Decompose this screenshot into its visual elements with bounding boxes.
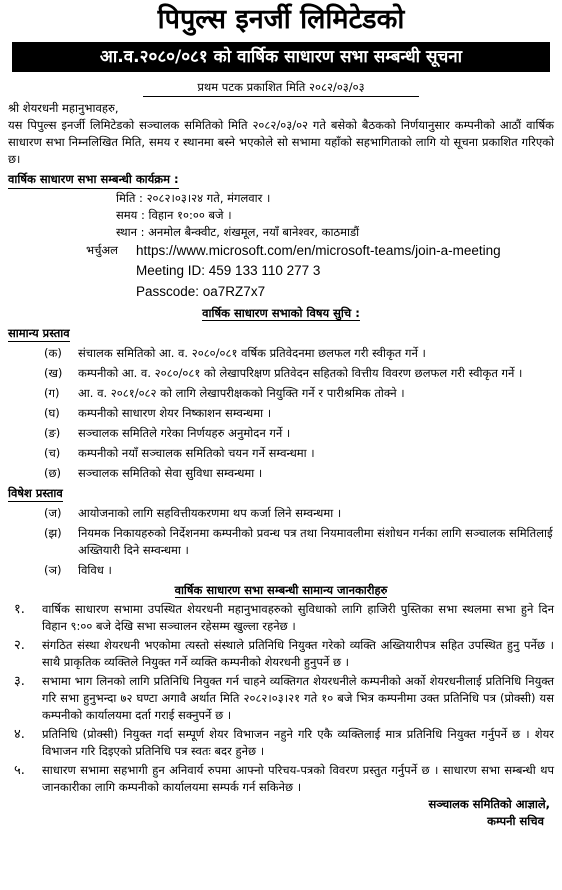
list-item: (ख) कम्पनीको आ. व. २०८०/०८१ को लेखापरिक्षण प्रतिवेदन सहितको वित्तीय विवरण छलफल गरी स्वीकृत गर्ने ।: [44, 366, 523, 380]
list-item: (छ) सञ्चालक समितिको सेवा सुविधा सम्वन्धमा ।: [44, 466, 263, 480]
program-details: [8, 190, 554, 302]
signature-line-2: कम्पनी सचिव: [487, 814, 544, 828]
company-name: पिपुल्स इनर्जी लिमिटेडको: [157, 4, 405, 35]
list-item: (ङ) सञ्चालक समितिले गरेका निर्णयहरु अनुमोदन गर्ने ।: [44, 426, 291, 440]
special-proposal-heading: विषेश प्रस्ताव: [8, 486, 63, 500]
program-time-row: [8, 207, 554, 224]
info-heading: वार्षिक साधारण सभा सम्बन्धी सामान्य जानकारीहरु: [174, 583, 388, 597]
virtual-row: [86, 241, 554, 260]
list-item: (क) संचालक समितिको आ. व. २०८०/०८१ वर्षिक प्रतिवेदनमा छलफल गरी स्वीकृत गर्ने ।: [44, 346, 426, 360]
list-item: (घ) कम्पनीको साधारण शेयर निष्काशन सम्वन्धमा ।: [44, 406, 272, 420]
meeting-id: Meeting ID: 459 133 110 277 3: [136, 263, 321, 278]
meeting-link[interactable]: https://www.microsoft.com/en/microsoft-teams/join-a-meeting: [136, 243, 501, 258]
list-item: २. संगठित संस्था शेयरधनी भएकोमा त्यस्तो संस्थाले प्रतिनिधि नियुक्त गरेको व्यक्ति अख्तियारीपत्र सहित उपस्थित हुनु पर्नेछ । साथै प्राकृतिक व्यक्तिले नियुक्त गर्ने व्यक्ति कम्पनीको शेयरधनी हुनुपर्ने छ ।: [14, 638, 554, 669]
list-item: (ज) आयोजनाको लागि सहवित्तीयकरणमा थप कर्जा लिने सम्वन्धमा ।: [44, 506, 342, 520]
info-list: [8, 601, 554, 796]
general-proposal-list: [8, 345, 554, 482]
meeting-passcode: Passcode: oa7RZ7x7: [136, 284, 266, 299]
agenda-heading: वार्षिक साधारण सभाको विषय सुचि :: [202, 306, 360, 320]
signature-line-1: सञ्चालक समितिको आज्ञाले,: [428, 797, 550, 811]
program-time: समय : विहान १०:०० बजे ।: [116, 208, 232, 222]
program-venue: स्थान : अनमोल बैन्क्वीट, शंखमूल, नयाँ बानेश्वर, काठमाडौं: [116, 225, 360, 239]
virtual-label: भर्चुअल: [86, 243, 118, 257]
list-item: १. वार्षिक साधारण सभामा उपस्थित शेयरधनी महानुभावहरुको सुविधाको लागि हाजिरी पुस्तिका सभा स्थलमा सभा हुने दिन विहान ९:०० बजे देखि सभा सञ्चालन रहेसम्म खुल्ला रहनेछ ।: [14, 602, 554, 633]
salutation: श्री शेयरधनी महानुभावहरु,: [8, 101, 119, 115]
program-date: मिति : २०८२।०३।२४ गते, मंगलवार ।: [116, 191, 271, 205]
agenda-heading-wrap: [8, 305, 554, 322]
publication-date: प्रथम पटक प्रकाशित मिति २०८२/०३/०३: [143, 78, 419, 97]
info-heading-wrap: [8, 582, 554, 599]
program-venue-row: [8, 224, 554, 241]
list-item: ४. प्रतिनिधि (प्रोक्सी) नियुक्त गर्दा सम्पूर्ण शेयर विभाजन नहुने गरि एकै व्यक्तिलाई मात्र प्रतिनिधि नियुक्त गर्नुपर्ने छ । शेयर विभाजन गरि दिइएको प्रतिनिधि पत्र स्वतः बदर हुनेछ ।: [14, 727, 554, 758]
list-item: (च) कम्पनीको नयाँ सञ्चालक समितिको चयन गर्ने सम्वन्धमा ।: [44, 446, 315, 460]
list-item: (ग) आ. व. २०८१/०८२ को लागि लेखापरीक्षकको नियुक्ति गर्ने र पारीश्रमिक तोक्ने ।: [44, 386, 405, 400]
special-proposal-list: [8, 505, 554, 579]
list-item: (झ) नियमक निकायहरुको निर्देशनमा कम्पनीको प्रवन्ध पत्र तथा नियमावलीमा संशोधन गर्नका लागि सञ्चालक समितिलाई अख्तियारी दिने सम्वन्धमा ।: [44, 526, 553, 557]
program-date-row: [8, 190, 554, 207]
intro-paragraph: यस पिपुल्स इनर्जी लिमिटेडको सञ्चालक समितिको मिति २०८२/०३/०२ गते बसेको बैठकको निर्णयानुसार कम्पनीको आठौं वार्षिक साधारण सभा निम्नलिखित मिति, समय र स्थानमा बस्ने भएकोले सो सभामा यहाँको सहभागिताको लागि यो सूचना प्रकाशित गरिएको छ।: [8, 118, 554, 166]
general-proposal-heading: सामान्य प्रस्ताव: [8, 326, 70, 340]
list-item: (ञ) विविध ।: [44, 563, 112, 577]
list-item: ३. सभामा भाग लिनको लागि प्रतिनिधि नियुक्त गर्न चाहने व्यक्तिगत शेयरधनीले कम्पनीको अर्को शेयरधनीलाई प्रतिनिधि नियुक्त गरि सभा हुनुभन्दा ७२ घण्टा अगावै अर्थात मिति २०८२।०३।२१ गते १० बजे भित्र कम्पनीमा उक्त प्रतिनिधि पत्र (प्रोक्सी) यस कम्पनीको कार्यालयमा दर्ता गराई सक्नुपर्ने छ ।: [14, 674, 554, 722]
program-heading: वार्षिक साधारण सभा सम्बन्धी कार्यक्रम :: [8, 171, 179, 189]
notice-title-banner: आ.व.२०८०/०८१ को वार्षिक साधारण सभा सम्बन्धी सूचना: [12, 42, 550, 72]
list-item: ५. साधारण सभामा सहभागी हुन अनिवार्य रुपमा आफ्नो परिचय-पत्रको विवरण प्रस्तुत गर्नुपर्ने छ । साधारण सभा सम्बन्धी थप जानकारीका लागि कम्पनीको कार्यालयमा सम्पर्क गर्न सकिनेछ ।: [14, 763, 554, 794]
